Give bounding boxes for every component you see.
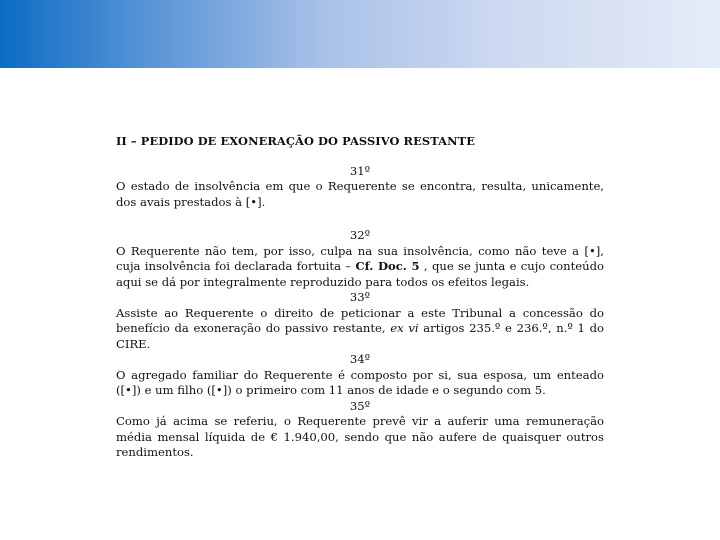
article-text-33-part-b: artigos 235.º e 236.º, n.º 1 do CIRE. xyxy=(116,321,604,351)
spacer xyxy=(116,210,604,228)
article-text-34: O agregado familiar do Requerente é composto por si, sua esposa, um enteado ([•]) e um filho ([•]) o primeiro com 11 anos de idade e o segundo com 5. xyxy=(116,367,604,397)
article-text-32 xyxy=(116,244,604,291)
article-text-33-part-a: Assiste ao Requerente o direito de peticionar a este Tribunal a concessão do benefício da exoneração do passivo restante, xyxy=(116,305,604,335)
latin-phrase: ex vi xyxy=(390,321,419,335)
header-gradient-banner xyxy=(0,0,720,68)
document-body xyxy=(116,134,604,461)
article-number-32: 32º xyxy=(349,228,371,242)
section-title: II – PEDIDO DE EXONERAÇÃO DO PASSIVO RESTANTE xyxy=(116,134,475,148)
article-number-34: 34º xyxy=(349,352,371,366)
article-number-31: 31º xyxy=(349,163,371,178)
article-number-33: 33º xyxy=(349,290,371,304)
article-text-31: O estado de insolvência em que o Requerente se encontra, resulta, unicamente, dos avais prestados à [•]. xyxy=(116,179,604,209)
article-number-35: 35º xyxy=(349,398,371,413)
article-text-35: Como já acima se referiu, o Requerente prevê vir a auferir uma remuneração média mensal líquida de € 1.940,00, sendo que não aufere de quaisquer outros rendimentos. xyxy=(116,414,604,459)
article-text-33 xyxy=(116,306,604,353)
article-text-32-part-b: , que se junta e cujo conteúdo aqui se dá por integralmente reproduzido para todos os efeitos legais. xyxy=(116,259,604,289)
article-text-32-part-a: O Requerente não tem, por isso, culpa na sua insolvência, como não teve a [•], cuja insolvência foi declarada fortuita – xyxy=(116,243,604,273)
document-reference: Cf. Doc. 5 xyxy=(355,259,420,273)
